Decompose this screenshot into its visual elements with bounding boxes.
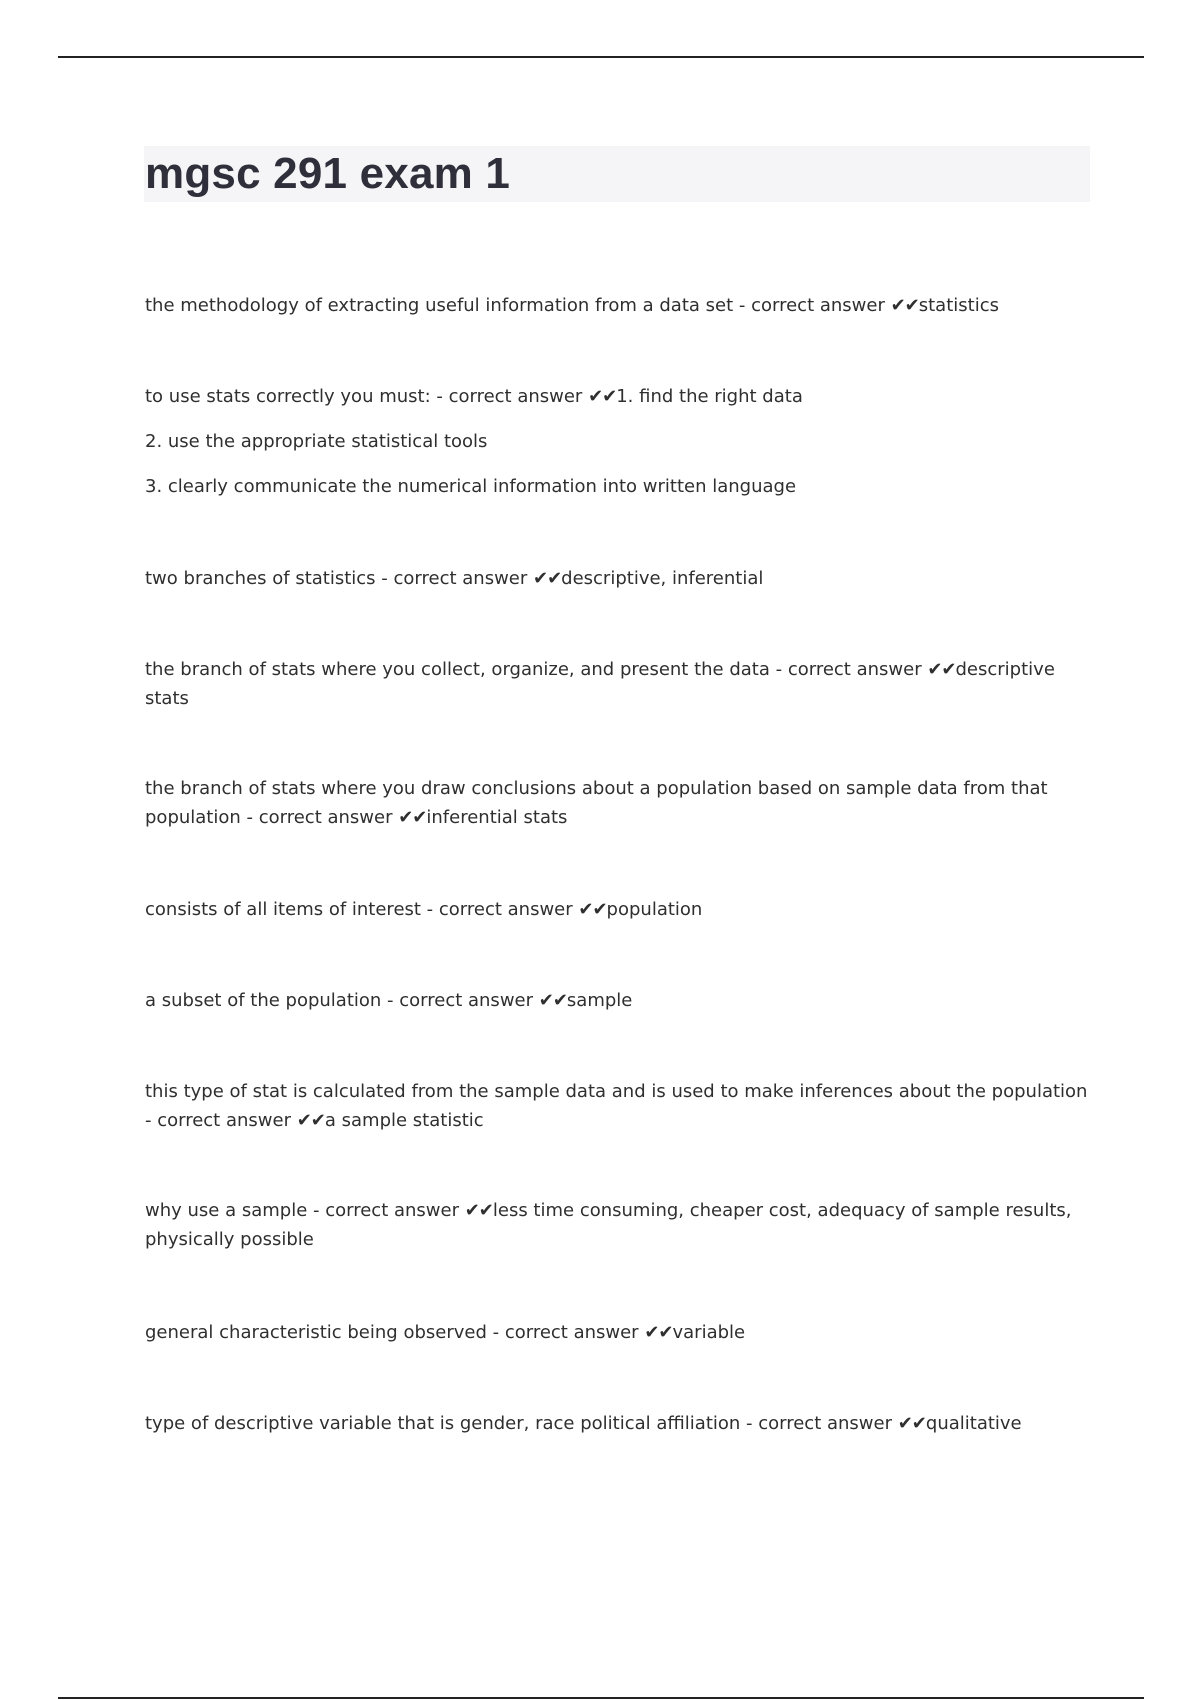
answer-text: a sample statistic [324,1110,484,1131]
qa-item-line [145,1318,1091,1347]
question-text: the methodology of extracting useful information from a data set - correct answer [145,295,891,316]
check-mark-icon: ✔✔ [588,386,617,407]
question-text: the branch of stats where you draw conclusions about a population based on sample data from that population - correct answer [145,778,1048,828]
answer-text: descriptive stats [145,659,1055,709]
answer-text: inferential stats [426,807,568,828]
question-text: consists of all items of interest - correct answer [145,899,579,920]
qa-item-6 [145,895,1091,924]
answer-text: 1. find the right data [616,386,803,407]
answer-text: variable [672,1322,746,1343]
qa-item-3 [145,564,1091,593]
answer-continuation-line: 3. clearly communicate the numerical information into written language [145,476,797,497]
qa-item-line [145,291,1091,320]
qa-item-line [145,986,1091,1015]
qa-item-line [145,655,1091,713]
question-text: general characteristic being observed - correct answer [145,1322,645,1343]
check-mark-icon: ✔✔ [578,899,607,920]
check-mark-icon: ✔✔ [644,1322,673,1343]
answer-text: qualitative [925,1413,1022,1434]
answer-text: descriptive, inferential [561,568,764,589]
question-text: two branches of statistics - correct answer [145,568,533,589]
check-mark-icon: ✔✔ [398,807,427,828]
answer-text: statistics [918,295,999,316]
answer-text: less time consuming, cheaper cost, adequacy of sample results, physically possible [145,1200,1072,1250]
qa-item-line [145,774,1091,832]
qa-item-line [145,564,1091,593]
answer-text: sample [566,990,633,1011]
check-mark-icon: ✔✔ [897,1413,926,1434]
check-mark-icon: ✔✔ [296,1110,325,1131]
check-mark-icon: ✔✔ [532,568,562,589]
question-text: why use a sample - correct answer [145,1200,465,1221]
question-text: the branch of stats where you collect, organize, and present the data - correct answer [145,659,928,680]
qa-item-4 [145,655,1091,713]
qa-item-1 [145,291,1091,320]
question-text: this type of stat is calculated from the sample data and is used to make inferences about the population - correct answer [145,1081,1088,1131]
qa-item-10 [145,1318,1091,1347]
qa-item-line [145,895,1091,924]
check-mark-icon: ✔✔ [927,659,956,680]
check-mark-icon: ✔✔ [538,990,567,1011]
qa-item-line [145,382,1091,411]
qa-item-2 [145,382,1091,501]
qa-item-8 [145,1077,1091,1135]
footer-rule [58,1697,1144,1699]
question-text: to use stats correctly you must: - correct answer [145,386,589,407]
answer-continuation-line: 2. use the appropriate statistical tools [145,431,488,452]
document-title: mgsc 291 exam 1 [145,149,511,198]
qa-item-11 [145,1409,1091,1438]
qa-item-line [145,1196,1091,1254]
question-text: a subset of the population - correct answer [145,990,539,1011]
qa-item-line [145,1077,1091,1135]
qa-item-9 [145,1196,1091,1254]
header-rule [58,56,1144,58]
check-mark-icon: ✔✔ [890,295,919,316]
qa-item-7 [145,986,1091,1015]
qa-item-5 [145,774,1091,832]
answer-text: population [606,899,703,920]
qa-item-line [145,1409,1091,1438]
check-mark-icon: ✔✔ [464,1200,493,1221]
question-text: type of descriptive variable that is gender, race political affiliation - correct answer [145,1413,898,1434]
